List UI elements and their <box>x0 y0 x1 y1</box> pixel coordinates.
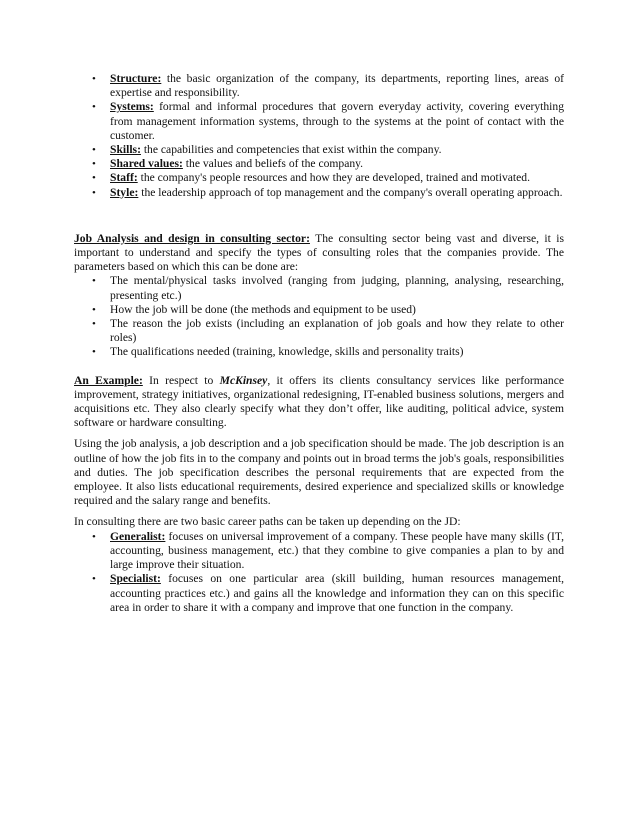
job-analysis-heading: Job Analysis and design in consulting sector: <box>74 231 310 245</box>
term-generalist: Generalist: <box>110 529 166 543</box>
career-paths-list <box>74 530 564 615</box>
bullet-icon: • <box>92 144 96 157</box>
definition-style: the leadership approach of top management and the company's overall operating approach. <box>138 185 563 199</box>
list-item-reason <box>74 317 564 345</box>
bullet-icon: • <box>92 158 96 171</box>
term-staff: Staff: <box>110 171 138 185</box>
bullet-icon: • <box>92 318 96 331</box>
company-name: McKinsey <box>219 373 268 387</box>
definition-systems: formal and informal procedures that govern everyday activity, covering everything from management information systems, through to the systems at the point of contact with the customer. <box>110 100 564 142</box>
list-item-style <box>74 186 564 200</box>
bullet-icon: • <box>92 530 96 543</box>
bullet-icon: • <box>92 573 96 586</box>
job-parameters-list <box>74 274 564 359</box>
list-item-systems <box>74 100 564 143</box>
example-heading: An Example: <box>74 373 143 387</box>
definition-structure: the basic organization of the company, its departments, reporting lines, areas of expertise and responsibility. <box>110 72 564 100</box>
term-specialist: Specialist: <box>110 572 161 586</box>
example-section <box>74 374 564 431</box>
parameter-text: How the job will be done (the methods and equipment to be used) <box>110 302 416 316</box>
career-paths-paragraph: In consulting there are two basic career paths can be taken up depending on the JD: <box>74 515 461 529</box>
definition-staff: the company's people resources and how they are developed, trained and motivated. <box>137 171 530 185</box>
list-item-tasks <box>74 274 564 302</box>
term-structure: Structure: <box>110 72 162 85</box>
list-item-skills <box>74 143 564 157</box>
job-description-paragraph: Using the job analysis, a job description and a job specification should be made. The job description is an outline of how the job fits in to the company and points out in broad terms the job's goals, responsibilities and duties. The job specification describes the personal requirements that are expected from the employee. It also lists educational requirements, desired experience and specialized skills or knowledge required and the salary range and benefits. <box>74 437 564 508</box>
example-text-before: In respect to <box>142 373 220 387</box>
bullet-icon: • <box>92 186 96 199</box>
definition-shared-values: the values and beliefs of the company. <box>182 157 364 171</box>
term-skills: Skills: <box>110 143 141 157</box>
bullet-icon: • <box>92 275 96 288</box>
bullet-icon: • <box>92 346 96 359</box>
list-item-generalist <box>74 530 564 573</box>
term-shared-values: Shared values: <box>110 157 183 171</box>
bullet-icon: • <box>92 73 96 85</box>
definition-skills: the capabilities and competencies that exist within the company. <box>140 143 442 157</box>
list-item-methods <box>74 303 564 317</box>
parameter-text: The reason the job exists (including an explanation of job goals and how they relate to other roles) <box>110 317 564 345</box>
list-item-specialist <box>74 572 564 615</box>
parameter-text: The mental/physical tasks involved (ranging from judging, planning, analysing, researching, presenting etc.) <box>110 274 564 302</box>
job-analysis-section <box>74 232 564 275</box>
definition-generalist: focuses on universal improvement of a company. These people have many skills (IT, accounting, business management, etc.) that they combine to give companies a plan to by and large improve their situation. <box>110 529 564 572</box>
term-style: Style: <box>110 185 139 199</box>
term-systems: Systems: <box>110 100 154 114</box>
bullet-icon: • <box>92 172 96 185</box>
list-item-structure <box>74 72 564 100</box>
definition-specialist: focuses on one particular area (skill building, human resources management, accounting practices etc.) and gains all the knowledge and information they can on this specific area in order to share it with a company and improve that one function in the company. <box>110 572 564 614</box>
job-analysis-text: The consulting sector being vast and diverse, it is important to understand and specify the types of consulting roles that the companies provide. The parameters based on which this can be done are: <box>74 231 564 274</box>
list-item-shared-values <box>74 157 564 171</box>
bullet-icon: • <box>92 303 96 316</box>
bullet-icon: • <box>92 101 96 114</box>
list-item-staff <box>74 171 564 185</box>
seven-s-list <box>74 72 564 200</box>
example-text-after: , it offers its clients consultancy services like performance improvement, strategy initiatives, organizational redesigning, IT-enabled business solutions, mergers and acquisitions etc. They also clearly specify what they don’t offer, like auditing, political advice, system software or hardware consulting. <box>74 373 564 430</box>
parameter-text: The qualifications needed (training, knowledge, skills and personality traits) <box>110 345 464 359</box>
list-item-qualifications <box>74 345 564 359</box>
